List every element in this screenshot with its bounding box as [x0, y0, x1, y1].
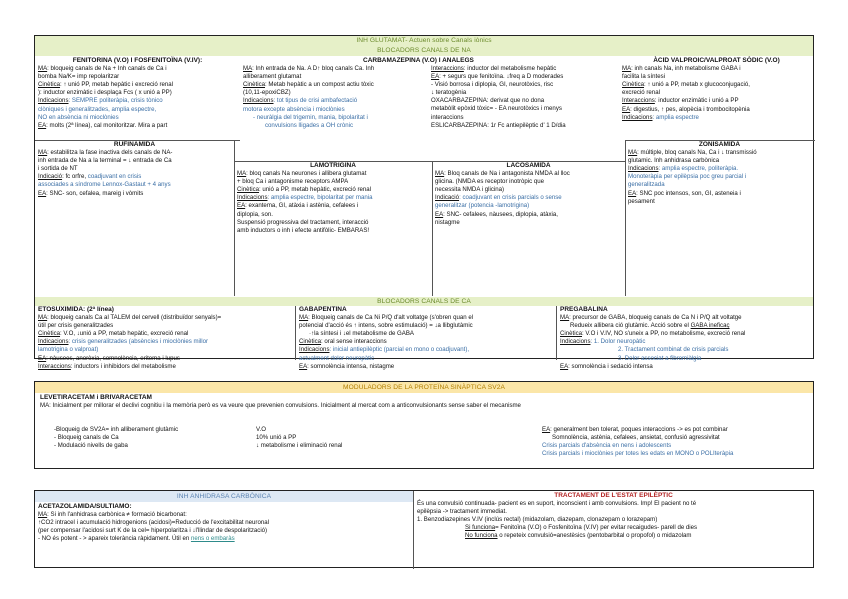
sv2a-intro-cell	[35, 394, 813, 416]
sv2a-header: MODULADORS DE LA PROTEÏNA SINÀPTICA SV2A	[35, 382, 813, 393]
sv2a-intro: MA: Inicialment per millorar el declivi cognitiu i la memòria però es va veure que prevenien convulsions. Inicialment al mercat com a anticonvulsionants sense saber el mecanisme	[40, 402, 521, 410]
sv2a-mechanisms: -Bloqueig de SV2A= inh alliberament glutàmic - Bloqueig canals de Ca - Modulació nivells de gaba	[54, 426, 179, 450]
gabapentina-title: GABAPENTINA	[299, 306, 347, 313]
carbamazepina-interactions-cell: Interaccions: inductor del metabolisme hepàtic EA: + segurs que fenitoïna. ↓freq a D moderades - Visió borrosa i diplopia, GI, neurotòxics, risc ↓ teratogènia OXACARBAZEPINA: derivat que no dona metabòlit epòxid tòxic= - EA neurotòxics i menys interaccions ESLICARBAZEPINA: 1r Fc antiepilèptic d' 1 D/dia	[431, 65, 566, 129]
rufinamida-cell: RUFINAMIDA MA: estabilitza la fase inactiva dels canals de NA- inh entrada de Na a la terminal = ↓ entrada de Ca i sortida de NT Indicació: fc orfre, coadjuvant en crisis associades a síndrome Lennox-Gastaut + 4 anys EA: SNC- son, cefalea, mareig i vòmits	[35, 141, 234, 296]
ion-channel-section	[34, 35, 814, 370]
pregabalina-cell: PREGABALINA MA: precursor de GABA, bloqueig canals de Ca N i P/Q alt voltatge Redueix allibera ció glutàmic. Acció sobre el GABA ineficaç Cinètica: V.O i V.IV, NO s'uneix a PP, no metabolisme, excreció renal Indicacions: 1. Dolor neuropàtic 2. Tractament combinat de crisis parcials 3. Dolor associat a fibromiàlgia EA: somnolència i sedació intensa	[557, 306, 813, 360]
gabapentina-cell: GABAPENTINA MA: Bloqueig canals de Ca Ni P/Q d'alt voltatge (s'obren quan el potencial d'acció és ↑ intens, sobre estimulació) = ↓a llibglutàmic ·↑la síntesi i ↓el metabolisme de GABA Cinètica: oral sense interaccions Indicacions: inicial antiepilèptic (parcial en mono o coadjuvant), actualment dolor neuropàtic EA: somnolència intensa, nistagme	[296, 306, 556, 360]
pregabalina-title: PREGABALINA	[560, 306, 608, 313]
lacosamida-cell: LACOSAMIDA MA: Bloq canals de Na i antagonista NMDA al lloc glicina. (NMDA es receptor inotròpic que necessita NMDA i glicina) Indicació: coadjuvant en crisis parcials o sense generalitzar (potencia -lamotrigina) EA: SNC- cefalees, nàusees, diplopia, atàxia, nistagme	[432, 162, 625, 296]
main-header: INH GLUTAMAT- Actuen sobre Canals iònics	[35, 36, 813, 46]
rufinamida-title: RUFINAMIDA	[113, 141, 156, 148]
sv2a-section	[34, 381, 814, 469]
sv2a-effects: EA: generalment ben tolerat, poques interaccions -> es pot combinar Somnolència, astènia, cefalees, ansietat, confusió agressivitat Crisis parcials d'absència en nens i adolescents Crisis parcials i mioclònies per totes les edats en MONO o POLIteràpia	[542, 426, 734, 458]
lamotrigina-cell: LAMOTRIGINA MA: bloq canals Na neurones i allibera glutamat + bloq Ca i antagonisme receptors AMPA Cinètica: unió a PP, metab hepàtic, excreció renal Indicacions: amplia espectre, bipolaritat per mania EA: exantema, GI, atàxia i astènia, cefalees i diplopia, son. Suspensió progressiva del tractament, interacció amb inductors o inh i efecte antifòlic- EMBARAS!	[234, 162, 432, 296]
ca-header: BLOCADORS CANALS DE CA	[35, 297, 813, 306]
lamotrigina-title: LAMOTRIGINA	[310, 162, 356, 169]
etosuximida-title: ETOSUXIMIDA: (2ª línea)	[38, 306, 114, 313]
zonisamida-title: ZONISAMIDA	[698, 141, 741, 148]
na-header: BLOCADORS CANALS DE NA	[35, 46, 813, 56]
ac-header: INH ANHIDRASA CARBÒNICA	[35, 491, 413, 502]
fenitorina-title: FENITORINA (V.O) I FOSFENITOÏNA (V.IV):	[72, 57, 203, 64]
zonisamida-cell: ZONISAMIDA MA: múltiple, bloq canals Na, Ca i ↓ transmissió glutamic. Inh anhidrasa carbònica Indicacions: amplia espectre, politeràpia. Monoteràpia per epilèpsia poc greu parcial i generalitzada EA: SNC poc intensos, son, GI, asteneia i pesament	[625, 141, 814, 296]
bottom-section	[34, 490, 814, 568]
status-epilepticus-cell: TRACTAMENT DE L'ESTAT EPILÈPTIC És una convulsió continuada- pacient es en suport, inconscient i amb convulsions. Imp! El pacient no té epilèpsia -> tractament immediat. 1. Benzodiazepines V.IV (inclús rectal) (midazolam, diazepam, clonazepam o lorazepam) Si funciona= Fenitoïna (V.O) o Fosfenitoïna (V.IV) per evitar recaigudes- parell de dies No funciona o repeteix convulsió=anestèsics (pentobarbital o propofol) o midazolam	[414, 492, 813, 568]
carbamazepina-title: CARBAMAZEPINA (V.O) I ANALEGS	[363, 57, 474, 64]
valproic-cell: ÀCID VALPROIC/VALPROAT SÒDIC (V.O) MA: inh canals Na, inh metabolisme GABA i facilita la síntesi Cinètica: ↑ unió a PP, metab x glucoconjugació, excreció renal Interaccions: inductor enzimàtic i unió a PP EA: digestius, ↑ pes, alopècia i trombocitopènia Indicacions: amplia espectre	[619, 57, 814, 140]
acetazolamida-cell: ACETAZOLAMIDA/SULTIAMO: MA: Si inh l'anhidrasa carbònica ≠ formació bicarbonat: ↑CO2 intracel i acumulació hidrogenions (acidosi)=Reducció de l'excitabilitat neuronal (per compensar l'acidosi surt K de la cel= hiperpolaritza i ↓l'llindar de despolarització) - NO és potent - > apareix tolerància ràpidament. Útil en nens o embaràs	[35, 503, 413, 567]
fenitorina-cell: FENITORINA (V.O) I FOSFENITOÏNA (V.IV): MA: bloqueig canals de Na + Inh canals de Ca i bomba Na/K= imp repolaritzar Cinètica: ↑ unió PP, metab hepàtic i excreció renal ): inductor enzimàtic i desplaça Fcs ( x unió a PP) Indicacions: SEMPRE politeràpia, crisis tònico clòniques i generalitzades, amplia espectre, NO en absència ni mioclònies EA: molts (2ª línea), cal monitoritzar. Mira a part	[35, 57, 240, 140]
acetazolamida-title: ACETAZOLAMIDA/SULTIAMO:	[38, 503, 132, 510]
status-epilepticus-title: TRACTAMENT DE L'ESTAT EPILÈPTIC	[554, 492, 673, 499]
sv2a-kinetics: V.O 10% unió a PP ↓ metabolisme i eliminació renal	[256, 426, 343, 450]
lacosamida-title: LACOSAMIDA	[506, 162, 551, 169]
levetiracetam-title: LEVETIRACETAM i BRIVARACETAM	[40, 394, 152, 401]
valproic-title: ÀCID VALPROIC/VALPROAT SÒDIC (V.O)	[653, 57, 780, 64]
carbamazepina-cell: CARBAMAZEPINA (V.O) I ANALEGS MA: Inh entrada de Na. A D↑ bloq canals Ca. Inh alliberament glutamat Cinètica: Metab hepàtic a un compost actiu tòxic (10,11-epoxiCBZ) Indicacions: tot tipus de crisi ambafectació motora excepte absència i mioclònies - neuràlgia del trigemin, mania, bipolaritat i convulsions lligades a OH crònic	[243, 57, 474, 129]
etosuximida-cell: ETOSUXIMIDA: (2ª línea) MA: bloqueig canals Ca al TALEM del cervell (distribuïdor senyals)= útil per crisis generalitzades Cinètica: V.O, ↓unió a PP, metab hepàtic, excreció renal Indicacions: crisis generalitzades (absències i mioclònies millor lamotrigina o valproat) EA: nàusees, anorèxia, somnolència, eritema i lupus Interaccions: inductors i inhibidors del metabolisme	[35, 306, 295, 360]
